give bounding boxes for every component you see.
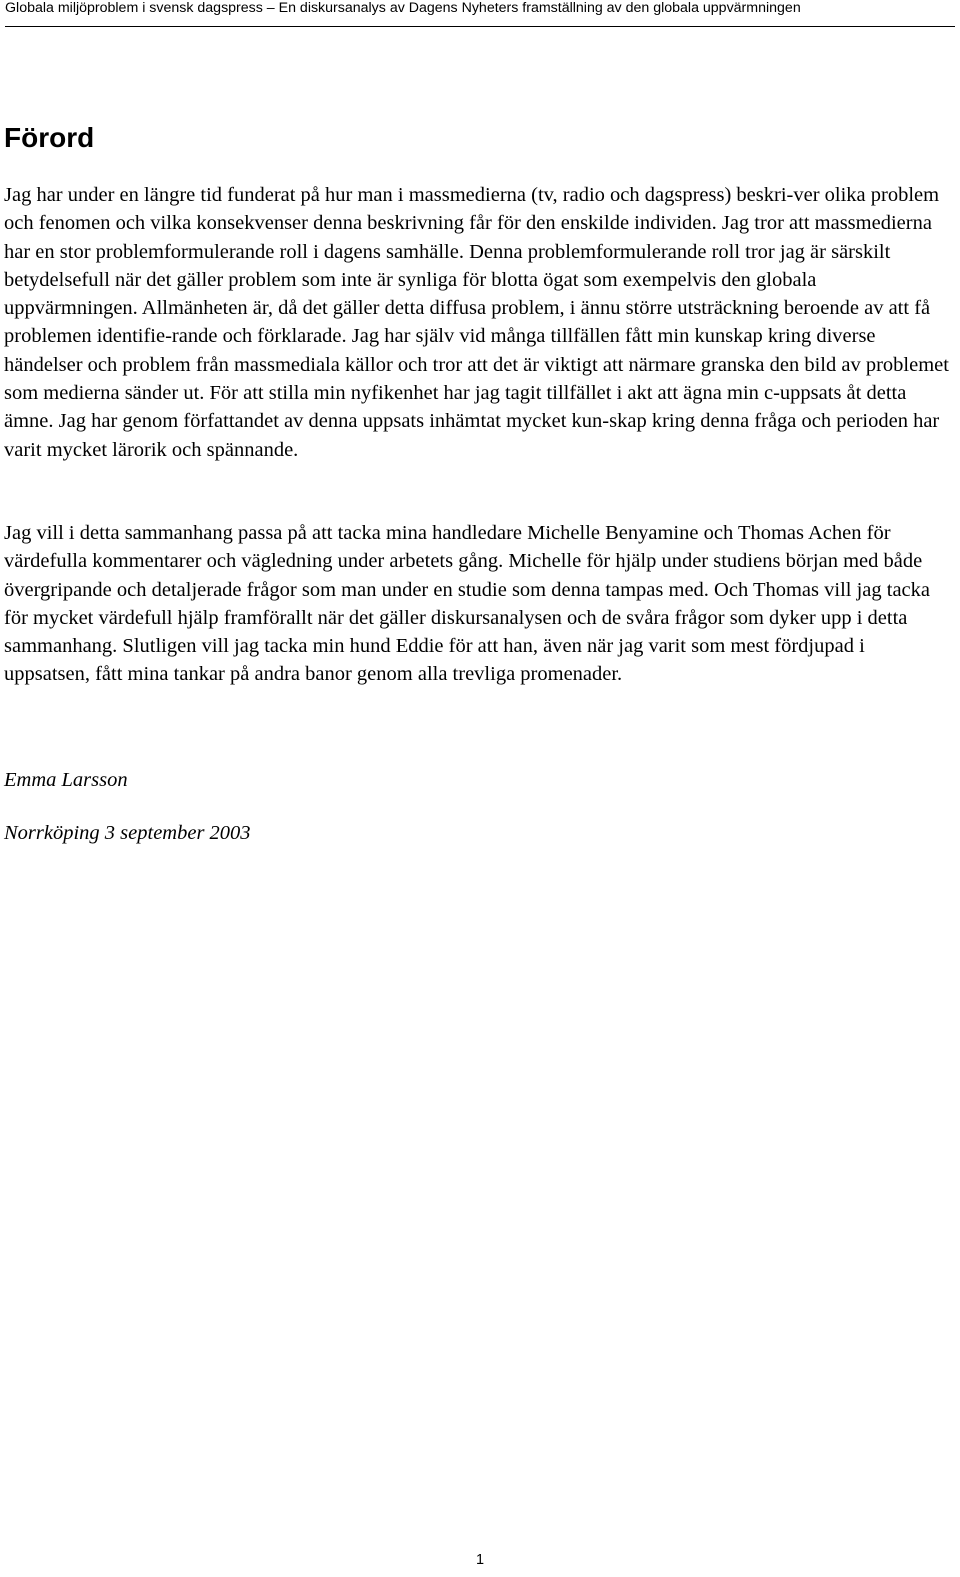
page-title: Förord bbox=[4, 122, 95, 153]
paragraph-intro: Jag har under en längre tid funderat på hur man i massmedierna (tv, radio och dagspress) beskri-ver olika problem och fenomen och vilka konsekvenser denna beskrivning får för den enskilde individen. Jag tror att massmedierna har en stor problemformulerande roll i dagens samhälle. Denna problemformulerande roll tror jag är särskilt betydelsefull när det gäller problem som inte är synliga för blotta ögat som exempelvis den globala uppvärmningen. Allmänheten är, då det gäller detta diffusa problem, i ännu större utsträckning beroende av att få problemen identifie-rande och förklarade. Jag har själv vid många tillfällen fått min kunskap kring diverse händelser och problem från massmediala källor och tror att det är viktigt att närmare granska den bild av problemet som medierna sänder ut. För att stilla min nyfikenhet har jag tagit tillfället i akt att ägna min c-uppsats åt detta ämne. Jag har genom författandet av denna uppsats inhämtat mycket kun-skap kring denna fråga och perioden har varit mycket lärorik och spännande. bbox=[4, 184, 949, 461]
signature-place-date: Norrköping 3 september 2003 bbox=[4, 822, 251, 844]
page-number: 1 bbox=[475, 1552, 485, 1568]
signature-name: Emma Larsson bbox=[4, 769, 128, 791]
running-header bbox=[5, 0, 955, 27]
paragraph-acknowledgements: Jag vill i detta sammanhang passa på att tacka mina handledare Michelle Benyamine och Thomas Achen för värdefulla kommentarer och vägledning under arbetets gång. Michelle för hjälp under studiens början med både övergripande och detaljerade frågor som man under en studie som denna tampas med. Och Thomas vill jag tacka för mycket värdefull hjälp framförallt när det gäller diskursanalysen och de svåra frågor som dyker upp i detta sammanhang. Slutligen vill jag tacka min hund Eddie för att han, även när jag varit som mest fördjupad i uppsatsen, fått mina tankar på andra banor genom alla trevliga promenader. bbox=[4, 522, 931, 686]
running-header-title: Globala miljöproblem i svensk dagspress – En diskursanalys av Dagens Nyheters framställning av den globala uppvärmningen bbox=[5, 0, 801, 16]
